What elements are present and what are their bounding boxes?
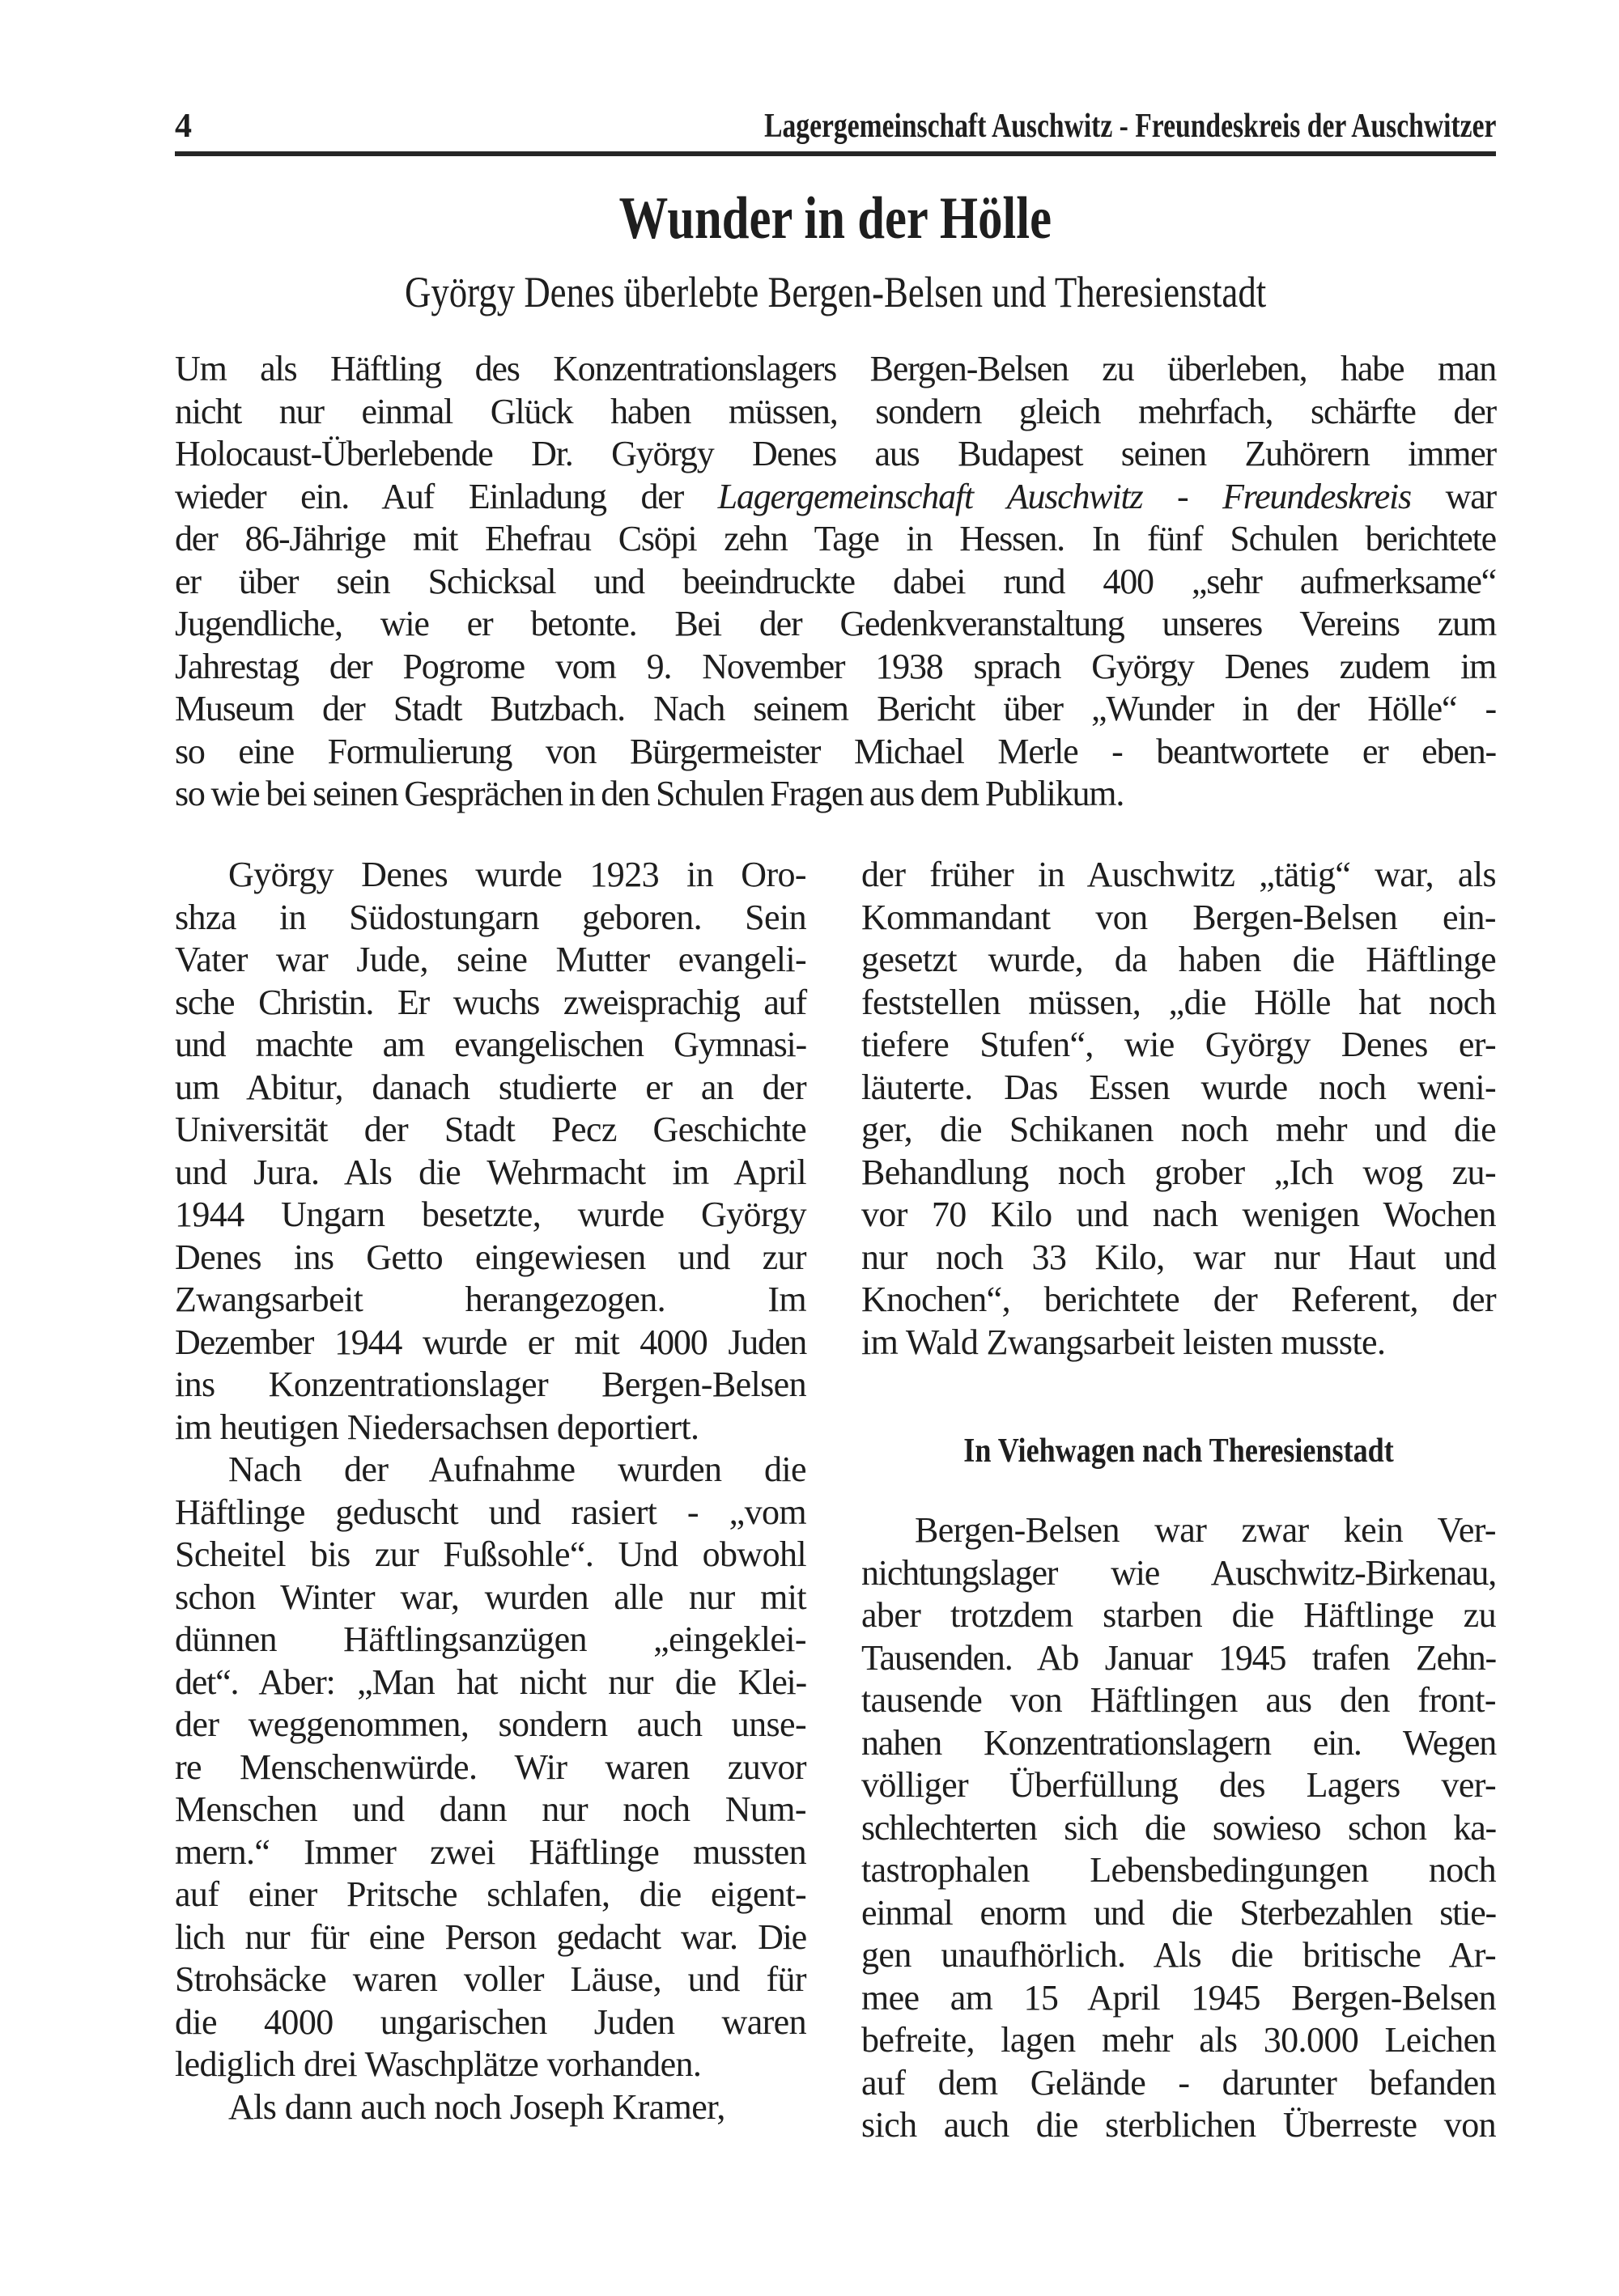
intro-line: Um als Häftling des Konzentrationslagers Bergen-Belsen zu überleben, habe man xyxy=(175,349,1496,388)
intro-line: er über sein Schicksal und beeindruckte dabei rund 400 „sehr aufmerksame“ xyxy=(175,561,1496,601)
intro-line-with-italic xyxy=(175,476,1496,519)
body-line: läuterte. Das Essen wurde noch weni- xyxy=(861,1067,1496,1107)
organization-name-italic: Lagergemeinschaft Auschwitz - Freundeskreis xyxy=(717,476,1411,516)
body-line: Strohsäcke waren voller Läuse, und für xyxy=(175,1959,806,1999)
body-line: der früher in Auschwitz „tätig“ war, als xyxy=(861,855,1496,894)
body-line: tastrophalen Lebensbedingungen noch xyxy=(861,1850,1496,1890)
body-line: die 4000 ungarischen Juden waren xyxy=(175,2001,806,2042)
right-column xyxy=(861,854,1496,1364)
body-line: Dezember 1944 wurde er mit 4000 Juden xyxy=(175,1322,806,1362)
body-line: Kommandant von Bergen-Belsen ein- xyxy=(861,897,1496,937)
article-subtitle-text: György Denes überlebte Bergen-Belsen und Theresienstadt xyxy=(404,268,1267,316)
body-line: schon Winter war, wurden alle nur mit xyxy=(175,1577,806,1617)
article-title xyxy=(175,182,1496,255)
body-line: det“. Aber: „Man hat nicht nur die Klei- xyxy=(175,1662,806,1702)
body-line: Menschen und dann nur noch Num- xyxy=(175,1789,806,1829)
body-line: vor 70 Kilo und nach wenigen Wochen xyxy=(861,1195,1496,1234)
body-line: lediglich drei Waschplätze vorhanden. xyxy=(175,2044,702,2084)
body-line: aber trotzdem starben die Häftlinge zu xyxy=(861,1595,1496,1635)
body-line: Universität der Stadt Pecz Geschichte xyxy=(175,1110,806,1149)
body-line: Bergen-Belsen war zwar kein Ver- xyxy=(915,1510,1496,1550)
body-line: nichtungslager wie Auschwitz-Birkenau, xyxy=(861,1552,1496,1593)
body-line: im Wald Zwangsarbeit leisten musste. xyxy=(861,1322,1386,1362)
body-line: Als dann auch noch Joseph Kramer, xyxy=(228,2086,725,2127)
page-number: 4 xyxy=(175,108,192,145)
intro-line: Holocaust-Überlebende Dr. György Denes aus Budapest seinen Zuhörern immer xyxy=(175,434,1496,473)
body-line: mern.“ Immer zwei Häftlinge mussten xyxy=(175,1831,806,1872)
body-line: lich nur für eine Person gedacht war. Die xyxy=(175,1916,806,1957)
intro-line: nicht nur einmal Glück haben müssen, sondern gleich mehrfach, schärfte der xyxy=(175,391,1496,431)
body-line: Vater war Jude, seine Mutter evangeli- xyxy=(175,940,806,979)
body-line: gesetzt wurde, da haben die Häftlinge xyxy=(861,940,1496,979)
article-title-text: Wunder in der Hölle xyxy=(618,185,1052,252)
body-line: befreite, lagen mehr als 30.000 Leichen xyxy=(861,2020,1496,2060)
body-line: um Abitur, danach studierte er an der xyxy=(175,1067,806,1107)
intro-line: so wie bei seinen Gesprächen in den Schulen Fragen aus dem Publikum. xyxy=(175,774,1124,813)
body-line: feststellen müssen, „die Hölle hat noch xyxy=(861,982,1496,1022)
body-line: Tausenden. Ab Januar 1945 trafen Zehn- xyxy=(861,1637,1496,1678)
intro-line: Museum der Stadt Butzbach. Nach seinem Bericht über „Wunder in der Hölle“ - xyxy=(175,689,1496,728)
body-line: sich auch die sterblichen Überreste von xyxy=(861,2105,1496,2145)
body-line: tausende von Häftlingen aus den front- xyxy=(861,1680,1496,1720)
body-line: gen unaufhörlich. Als die britische Ar- xyxy=(861,1935,1496,1975)
section-heading-text: In Viehwagen nach Theresienstadt xyxy=(963,1432,1394,1470)
body-line: und machte am evangelischen Gymnasi- xyxy=(175,1025,806,1064)
header-rule-divider xyxy=(175,151,1496,156)
body-line: im heutigen Niedersachsen deportiert. xyxy=(175,1407,699,1447)
body-line: nur noch 33 Kilo, war nur Haut und xyxy=(861,1237,1496,1277)
running-head xyxy=(175,104,1496,149)
intro-line: so eine Formulierung von Bürgermeister Michael Merle - beantwortete er eben- xyxy=(175,731,1496,771)
intro-line: Jahrestag der Pogrome vom 9. November 1938 sprach György Denes zudem im xyxy=(175,646,1496,686)
body-line: Scheitel bis zur Fußsohle“. Und obwohl xyxy=(175,1534,806,1574)
body-line: der weggenommen, sondern auch unse- xyxy=(175,1704,806,1744)
right-column-section xyxy=(861,1509,1496,2147)
body-line: ger, die Schikanen noch mehr und die xyxy=(861,1110,1496,1149)
article-subtitle xyxy=(175,264,1496,320)
left-column xyxy=(175,854,806,2128)
body-line: Zwangsarbeit herangezogen. Im xyxy=(175,1280,806,1319)
body-line: einmal enorm und die Sterbezahlen stie- xyxy=(861,1892,1496,1933)
body-line: György Denes wurde 1923 in Oro- xyxy=(228,855,806,894)
body-line: nahen Konzentrationslagern ein. Wegen xyxy=(861,1722,1496,1763)
intro-line: Jugendliche, wie er betonte. Bei der Gedenkveranstaltung unseres Vereins zum xyxy=(175,604,1496,643)
intro-line: der 86-Jährige mit Ehefrau Csöpi zehn Tage in Hessen. In fünf Schulen berichtete xyxy=(175,519,1496,558)
body-line: Häftlinge geduscht und rasiert - „vom xyxy=(175,1492,806,1532)
body-line: völliger Überfüllung des Lagers ver- xyxy=(861,1765,1496,1805)
body-line: auf dem Gelände - darunter befanden xyxy=(861,2062,1496,2103)
body-line: mee am 15 April 1945 Bergen-Belsen xyxy=(861,1977,1496,2018)
body-line: und Jura. Als die Wehrmacht im April xyxy=(175,1152,806,1192)
body-line: shza in Südostungarn geboren. Sein xyxy=(175,897,806,937)
body-line: 1944 Ungarn besetzte, wurde György xyxy=(175,1195,806,1234)
body-line: sche Christin. Er wuchs zweisprachig auf xyxy=(175,982,806,1022)
body-line: dünnen Häftlingsanzügen „eingeklei- xyxy=(175,1619,806,1659)
body-line: Knochen“, berichtete der Referent, der xyxy=(861,1280,1496,1319)
body-line: Behandlung noch grober „Ich wog zu- xyxy=(861,1152,1496,1192)
body-line: schlechterten sich die sowieso schon ka- xyxy=(861,1807,1496,1848)
body-line: Denes ins Getto eingewiesen und zur xyxy=(175,1237,806,1277)
body-line: Nach der Aufnahme wurden die xyxy=(228,1449,806,1489)
intro-line-tail: war xyxy=(1410,476,1496,516)
journal-name: Lagergemeinschaft Auschwitz - Freundeskreis der Auschwitzer xyxy=(763,108,1496,145)
body-line: re Menschenwürde. Wir waren zuvor xyxy=(175,1746,806,1787)
section-heading xyxy=(861,1427,1496,1475)
body-line: tiefere Stufen“, wie György Denes er- xyxy=(861,1025,1496,1064)
intro-line-head: wieder ein. Auf Einladung der xyxy=(175,476,718,516)
intro-paragraph xyxy=(175,348,1496,816)
body-line: auf einer Pritsche schlafen, die eigent- xyxy=(175,1874,806,1914)
body-line: ins Konzentrationslager Bergen-Belsen xyxy=(175,1364,806,1404)
